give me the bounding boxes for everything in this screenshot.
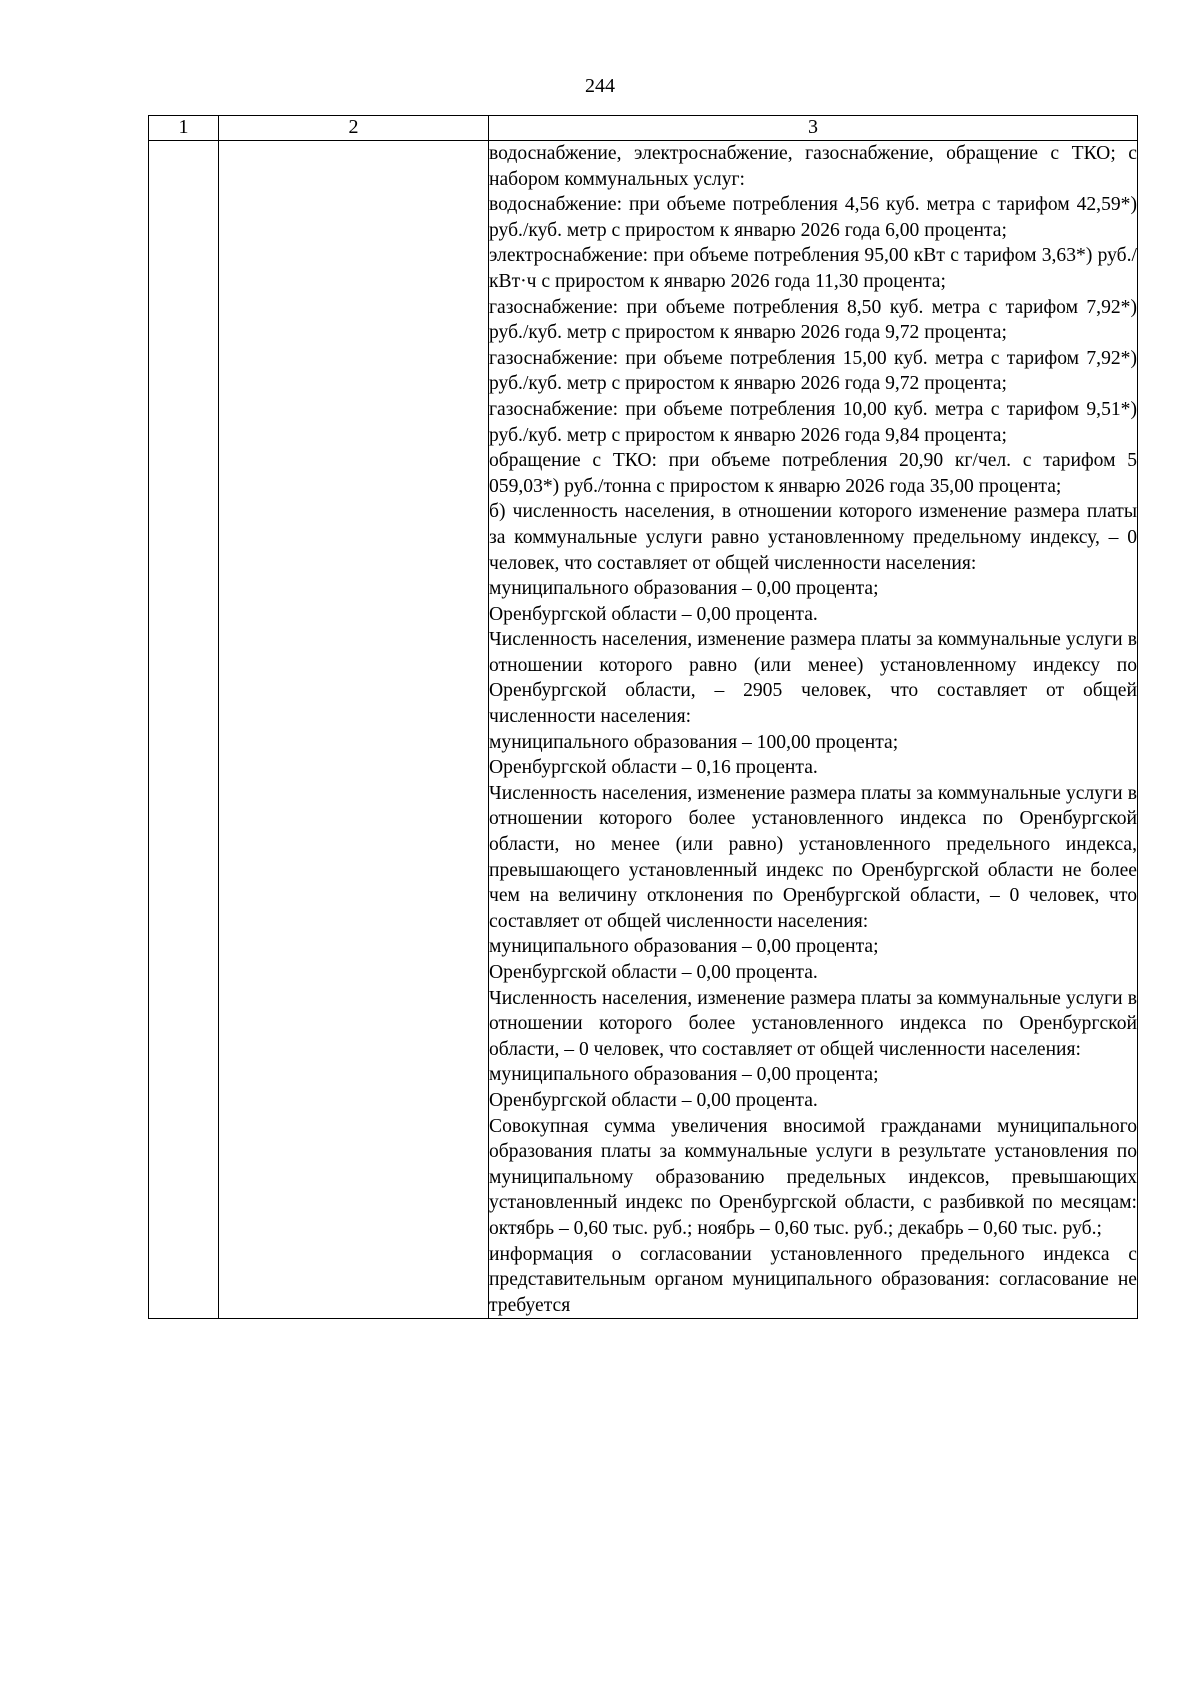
page-number: 244 bbox=[585, 75, 615, 97]
cell-col-3 bbox=[489, 141, 1138, 1319]
paragraph-gas-supply-3: газоснабжение: при объеме потребления 10,00 куб. метра с тарифом 9,51*) руб./куб. метр с приростом к январю 2026 года 9,84 процента; bbox=[489, 398, 1137, 446]
table-header-row bbox=[149, 116, 1138, 141]
paragraph-approval-info: информация о согласовании установленного предельного индекса с представительным органом муниципального образования: согласование не требуется bbox=[489, 1243, 1137, 1316]
paragraph-region-share-1: Оренбургской области – 0,00 процента. bbox=[489, 603, 818, 625]
column-header-3: 3 bbox=[489, 116, 1138, 141]
paragraph-water-supply: водоснабжение: при объеме потребления 4,56 куб. метра с тарифом 42,59*) руб./куб. метр с приростом к январю 2026 года 6,00 процента; bbox=[489, 194, 1137, 241]
cell-col-2 bbox=[219, 141, 489, 1319]
cell-col-1 bbox=[149, 141, 219, 1319]
paragraph-total-increase-sum: Совокупная сумма увеличения вносимой гражданами муниципального образования платы за коммунальные услуги в результате установления по муниципальному образованию предельных индексов, превышающих установленный индекс по Оренбургской области, с разбивкой по месяцам: октябрь – 0,60 тыс. руб.; ноябрь – 0,60 тыс. руб.; декабрь – 0,60 тыс. руб.; bbox=[489, 1115, 1137, 1239]
paragraph-population-within-deviation: Численность населения, изменение размера платы за коммунальные услуги в отношении которого более установленного индекса по Оренбургской области, но менее (или равно) установленного предельного индекса, превышающего установленный индекс по Оренбургской области не более чем на величину отклонения по Оренбургской области, – 0 человек, что составляет от общей численности населения: bbox=[489, 782, 1137, 932]
paragraph-municipal-share-4: муниципального образования – 0,00 процента; bbox=[489, 1064, 879, 1086]
document-table bbox=[148, 115, 1138, 1319]
paragraph-municipal-share-1: муниципального образования – 0,00 процента; bbox=[489, 578, 879, 600]
paragraph-services-list: водоснабжение, электроснабжение, газоснабжение, обращение с ТКО; с набором коммунальных услуг: bbox=[489, 143, 1137, 190]
column-header-2: 2 bbox=[219, 116, 489, 141]
paragraph-population-below-index: Численность населения, изменение размера платы за коммунальные услуги в отношении которого равно (или менее) установленному индексу по Оренбургской области, – 2905 человек, что составляет от общей численности населения: bbox=[489, 629, 1137, 728]
paragraph-region-share-2: Оренбургской области – 0,16 процента. bbox=[489, 757, 818, 779]
paragraph-electricity-supply: электроснабжение: при объеме потребления 95,00 кВт с тарифом 3,63*) руб./кВт·ч с приростом к январю 2026 года 11,30 процента; bbox=[489, 245, 1137, 292]
paragraph-region-share-4: Оренбургской области – 0,00 процента. bbox=[489, 1089, 818, 1111]
paragraph-municipal-share-3: муниципального образования – 0,00 процента; bbox=[489, 936, 879, 958]
paragraph-gas-supply-1: газоснабжение: при объеме потребления 8,50 куб. метра с тарифом 7,92*) руб./куб. метр с приростом к январю 2026 года 9,72 процента; bbox=[489, 296, 1137, 344]
table-row bbox=[149, 141, 1138, 1319]
paragraph-gas-supply-2: газоснабжение: при объеме потребления 15,00 куб. метра с тарифом 7,92*) руб./куб. метр с приростом к январю 2026 года 9,72 процента; bbox=[489, 347, 1137, 395]
paragraph-population-above-index: Численность населения, изменение размера платы за коммунальные услуги в отношении которого более установленного индекса по Оренбургской области, – 0 человек, что составляет от общей численности населения: bbox=[489, 987, 1137, 1060]
paragraph-waste-management: обращение с ТКО: при объеме потребления 20,90 кг/чел. с тарифом 5 059,03*) руб./тонна с приростом к январю 2026 года 35,00 процента; bbox=[489, 450, 1137, 497]
column-header-1: 1 bbox=[149, 116, 219, 141]
paragraph-population-equal-index: б) численность населения, в отношении которого изменение размера платы за коммунальные услуги равно установленному предельному индексу, – 0 человек, что составляет от общей численности населения: bbox=[489, 501, 1137, 574]
paragraph-municipal-share-2: муниципального образования – 100,00 процента; bbox=[489, 731, 899, 753]
paragraph-region-share-3: Оренбургской области – 0,00 процента. bbox=[489, 962, 818, 983]
